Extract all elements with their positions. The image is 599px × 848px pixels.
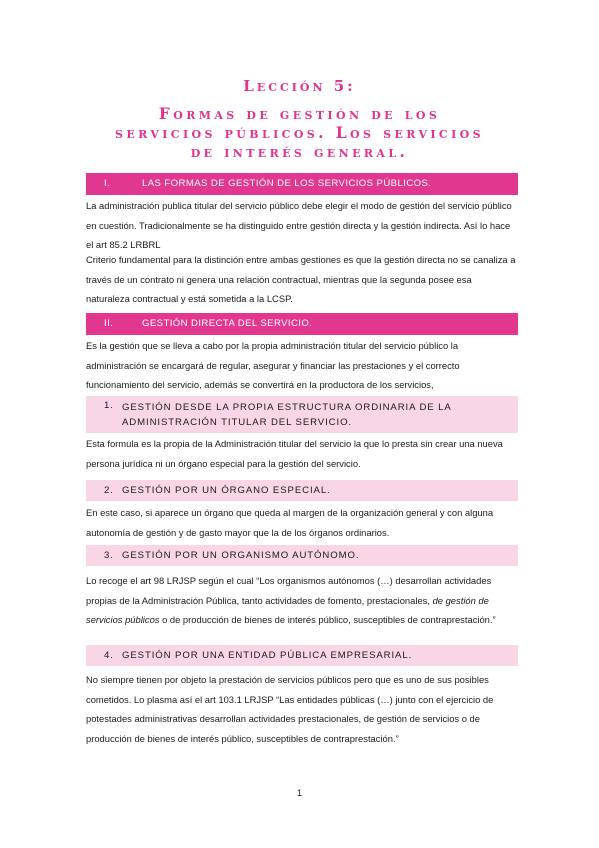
section-number: I. xyxy=(104,178,111,189)
section-label: LAS FORMAS DE GESTIÓN DE LOS SERVICIOS PÚBLICOS. xyxy=(142,178,432,189)
paragraph-emphasis: de gestión de servicios públicos xyxy=(86,594,489,625)
subsection-number: 1. xyxy=(104,400,114,411)
paragraph: En este caso, si aparece un órgano que queda al margen de la organización general y con alguna autonomía de gestión y de gasto mayor que la de los órganos ordinarios. xyxy=(86,507,494,538)
lesson-heading: Lección 5: xyxy=(243,77,356,95)
paragraph: Criterio fundamental para la distinción entre ambas gestiones es que la gestión directa no se canaliza a través de un contrato ni genera una relación contractual, mientras que la segunda posee esa naturaleza contractual y está sometida a la LCSP. xyxy=(86,254,516,304)
section-heading-1 xyxy=(86,173,518,195)
subsection-number: 3. xyxy=(104,550,114,561)
subsection-heading-3 xyxy=(86,545,518,566)
subsection-number: 2. xyxy=(104,485,114,496)
subsection-label: GESTIÓN POR UNA ENTIDAD PÚBLICA EMPRESARIAL. xyxy=(122,650,413,661)
section-number: II. xyxy=(104,318,114,329)
subsection-label: GESTIÓN POR UN ORGANISMO AUTÓNOMO. xyxy=(122,550,360,561)
paragraph-text: Lo recoge el art 98 LRJSP según el cual “Los organismos autónomos (…) desarrollan actividades propias de la Administración Pública, tanto actividades de fomento, prestacionales, xyxy=(86,575,492,606)
title-line: servicios públicos. Los servicios xyxy=(115,123,484,142)
paragraph: No siempre tienen por objeto la prestación de servicios públicos pero que es uno de sus posibles cometidos. Lo plasma así el art 103.1 LRJSP “Las entidades públicas (…) junto con el ejercicio de potestades administrativas desarrollan actividades prestacionales, de gestión de servicios o de producción de bienes de interés público, susceptibles de contraprestación.” xyxy=(86,674,494,744)
paragraph: Es la gestión que se lleva a cabo por la propia administración titular del servicio público la administración se encargará de regular, asegurar y financiar las prestaciones y el correcto funcionamiento del servicio, además se convertirá en la productora de los servicios, xyxy=(86,340,460,390)
subsection-heading-2 xyxy=(86,480,518,501)
subsection-heading-4 xyxy=(86,645,518,666)
paragraph: Esta formula es la propia de la Administración titular del servicio la que lo presta sin crear una nueva persona jurídica ni un órgano especial para la gestión del servicio. xyxy=(86,438,503,469)
subsection-heading-1 xyxy=(86,396,518,433)
subsection-label: GESTIÓN DESDE LA PROPIA ESTRUCTURA ORDINARIA DE LA ADMINISTRACIÓN TITULAR DEL SERVICIO. xyxy=(122,402,452,428)
page-number: 1 xyxy=(296,788,302,798)
paragraph xyxy=(86,571,518,630)
document-title xyxy=(60,104,539,161)
section-heading-2 xyxy=(86,313,518,335)
section-label: GESTIÓN DIRECTA DEL SERVICIO. xyxy=(142,318,313,329)
paragraph: La administración publica titular del servicio público debe elegir el modo de gestión del servicio público en cuestión. Tradicionalmente se ha distinguido entre gestión directa y la gestión indirecta. Así lo hace el art 85.2 LRBRL xyxy=(86,200,512,250)
subsection-number: 4. xyxy=(104,650,114,661)
subsection-label: GESTIÓN POR UN ÓRGANO ESPECIAL. xyxy=(122,485,331,496)
paragraph-text: o de producción de bienes de interés público, susceptibles de contraprestación.” xyxy=(159,614,496,625)
title-line: de interés general. xyxy=(190,142,409,161)
title-line: Formas de gestión de los xyxy=(158,104,441,123)
